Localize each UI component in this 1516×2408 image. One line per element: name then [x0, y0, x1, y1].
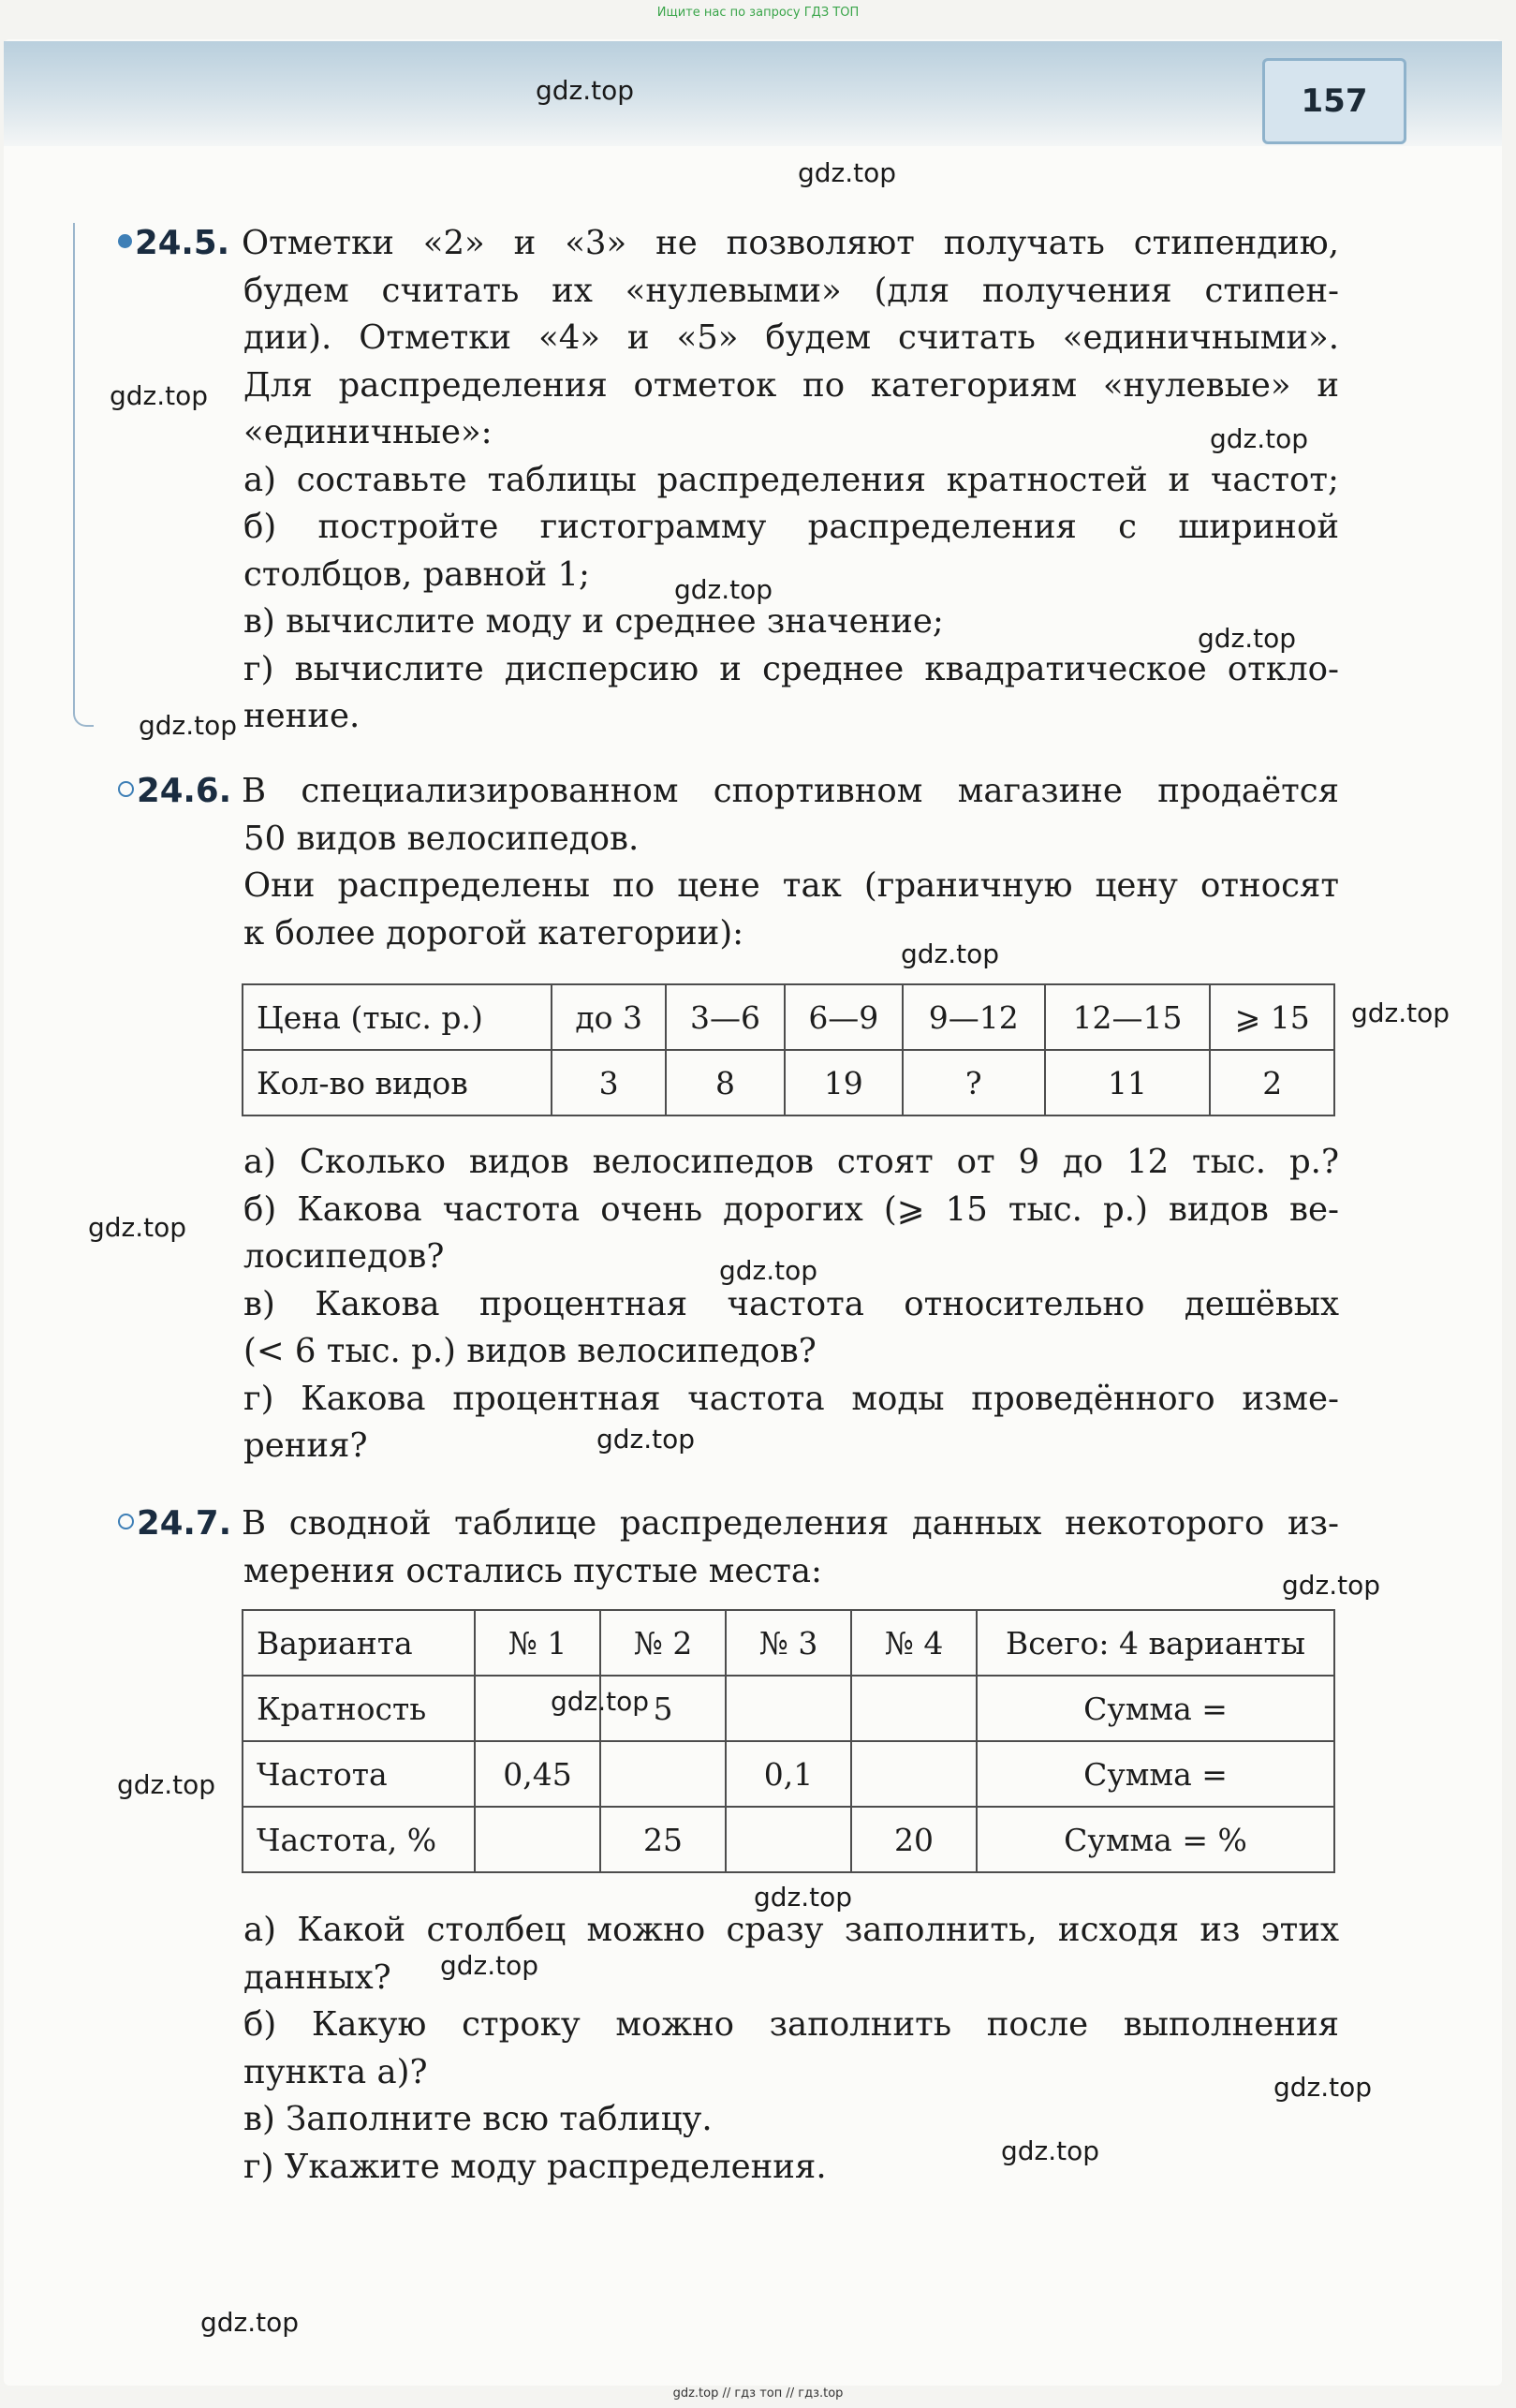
exercise-line: пункта а)?: [243, 2052, 428, 2091]
exercise-line: рения?: [243, 1426, 368, 1465]
exercise-line: в) Какова процентная частота относительно дешёвых: [243, 1284, 1339, 1323]
difficulty-ring-icon: [118, 781, 134, 797]
table-cell: 8: [666, 1050, 784, 1115]
watermark: gdz.top: [1001, 2135, 1100, 2166]
summary-distribution-table: [242, 1609, 1335, 1873]
exercise-line: (< 6 тыс. р.) видов велосипедов?: [243, 1332, 817, 1370]
watermark: gdz.top: [1351, 997, 1450, 1028]
table-cell: Кратность: [243, 1676, 475, 1741]
table-cell: 12—15: [1045, 984, 1211, 1050]
exercise-number: [118, 1500, 242, 1548]
watermark: gdz.top: [117, 1769, 216, 1800]
exercise-line: нение.: [243, 697, 361, 735]
exercise-line: г) Какова процентная частота моды проведённого изме-: [243, 1379, 1339, 1418]
table-cell: № 3: [726, 1610, 851, 1676]
exercise-line: а) Какой столбец можно сразу заполнить, исходя из этих: [243, 1911, 1339, 1949]
exercise-line: [122, 1500, 1339, 1548]
table-cell: Сумма =: [977, 1676, 1334, 1741]
watermark: gdz.top: [596, 1424, 696, 1455]
watermark: gdz.top: [754, 1882, 853, 1913]
table-cell: № 1: [475, 1610, 600, 1676]
table-row: [243, 1050, 1334, 1115]
exercise-line: Они распределены по цене так (граничную цену относят: [243, 866, 1339, 905]
table-cell: Частота, %: [243, 1807, 475, 1872]
table-cell: Частота: [243, 1741, 475, 1807]
watermark: gdz.top: [440, 1950, 539, 1981]
table-row: [243, 1676, 1334, 1741]
exercise-24-7: [122, 1500, 1339, 1595]
exercise-line: «единичные»:: [243, 413, 493, 451]
table-cell: 9—12: [903, 984, 1045, 1050]
difficulty-ring-icon: [118, 1514, 134, 1529]
exercise-line: [122, 220, 1339, 268]
table-cell: Всего: 4 варианты: [977, 1610, 1334, 1676]
table-cell: Варианта: [243, 1610, 475, 1676]
table-cell: 3: [552, 1050, 666, 1115]
table-cell: Сумма = %: [977, 1807, 1334, 1872]
table-cell: [726, 1807, 851, 1872]
table-row: [243, 1807, 1334, 1872]
watermark: gdz.top: [1282, 1570, 1381, 1601]
exercise-line: будем считать их «нулевыми» (для получения стипен-: [243, 271, 1339, 310]
exercise-line: столбцов, равной 1;: [243, 554, 590, 594]
exercise-line: лосипедов?: [243, 1237, 445, 1276]
watermark: gdz.top: [719, 1255, 818, 1286]
watermark: gdz.top: [88, 1212, 187, 1243]
table-cell: [851, 1676, 977, 1741]
exercise-number-text: 24.5.: [135, 224, 230, 262]
table-cell: [475, 1807, 600, 1872]
exercise-line: а) Сколько видов велосипедов стоят от 9 до 12 тыс. р.?: [243, 1143, 1339, 1181]
exercise-24-6: [122, 768, 1339, 957]
exercise-line: Для распределения отметок по категориям «нулевые» и: [243, 365, 1339, 405]
table-cell: № 4: [851, 1610, 977, 1676]
table-cell: 19: [785, 1050, 903, 1115]
table-cell: до 3: [552, 984, 666, 1050]
table-cell: 0,1: [726, 1741, 851, 1807]
exercise-line: данных?: [243, 1957, 391, 1997]
table-cell: 5: [600, 1676, 726, 1741]
exercise-number-text: 24.6.: [137, 772, 232, 810]
exercise-text: В специализированном спортивном магазине продаётся: [242, 772, 1339, 810]
price-distribution-table: [242, 983, 1335, 1116]
exercise-line: к более дорогой категории):: [243, 913, 744, 953]
watermark: gdz.top: [139, 710, 238, 741]
difficulty-dot-icon: [118, 234, 132, 248]
exercise-line: дии). Отметки «4» и «5» будем считать «единичными».: [243, 318, 1339, 357]
exercise-line: г) Укажите моду распределения.: [243, 2147, 827, 2186]
watermark: gdz.top: [110, 380, 209, 411]
table-cell: 0,45: [475, 1741, 600, 1807]
table-cell: № 2: [600, 1610, 726, 1676]
table-cell: 25: [600, 1807, 726, 1872]
table-cell: 20: [851, 1807, 977, 1872]
table-cell: Кол-во видов: [243, 1050, 552, 1115]
exercise-line: а) составьте таблицы распределения кратностей и частот;: [243, 460, 1339, 499]
exercise-bracket: [73, 223, 94, 727]
table-cell: 2: [1210, 1050, 1334, 1115]
watermark: gdz.top: [798, 157, 897, 188]
table-cell: Сумма =: [977, 1741, 1334, 1807]
table-cell: ⩾ 15: [1210, 984, 1334, 1050]
exercise-24-7-questions: [122, 1907, 1339, 2191]
exercise-line: [122, 768, 1339, 816]
watermark: gdz.top: [536, 75, 635, 106]
table-cell: ?: [903, 1050, 1045, 1115]
watermark: gdz.top: [551, 1686, 650, 1717]
exercise-line: в) Заполните всю таблицу.: [243, 2100, 713, 2138]
table-cell: [600, 1741, 726, 1807]
top-banner[interactable]: Ищите нас по запросу ГДЗ ТОП: [656, 6, 860, 20]
bottom-banner[interactable]: gdz.top // гдз топ // гдз.top: [672, 2386, 844, 2401]
exercise-number: [118, 220, 242, 268]
table-cell: [726, 1676, 851, 1741]
exercise-24-6-questions: [122, 1139, 1339, 1470]
exercise-line: г) вычислите дисперсию и среднее квадратическое откло-: [243, 649, 1339, 688]
exercise-line: в) вычислите моду и среднее значение;: [243, 602, 944, 641]
table-row: [243, 984, 1334, 1050]
exercise-line: б) Какова частота очень дорогих (⩾ 15 тыс. р.) видов ве-: [243, 1189, 1339, 1229]
exercise-line: 50 видов велосипедов.: [243, 819, 640, 858]
watermark: gdz.top: [901, 938, 1000, 969]
exercise-line: б) Какую строку можно заполнить после выполнения: [243, 2005, 1339, 2044]
table-cell: 11: [1045, 1050, 1211, 1115]
table-row: [243, 1610, 1334, 1676]
table-row: [243, 1741, 1334, 1807]
exercise-line: б) постройте гистограмму распределения с шириной: [243, 508, 1339, 546]
page-number: 157: [1262, 58, 1406, 144]
watermark: gdz.top: [674, 574, 773, 605]
table-cell: Цена (тыс. р.): [243, 984, 552, 1050]
exercise-line: мерения остались пустые места:: [243, 1551, 823, 1590]
table-cell: 6—9: [785, 984, 903, 1050]
table-cell: [851, 1741, 977, 1807]
watermark: gdz.top: [1273, 2072, 1373, 2103]
watermark: gdz.top: [1210, 423, 1309, 454]
exercise-24-5: [122, 220, 1339, 741]
watermark: gdz.top: [1198, 623, 1297, 654]
exercise-text: В сводной таблице распределения данных некоторого из-: [242, 1504, 1339, 1543]
exercise-number: [118, 768, 242, 816]
table-cell: 3—6: [666, 984, 784, 1050]
exercise-text: Отметки «2» и «3» не позволяют получать стипендию,: [242, 224, 1339, 262]
exercise-number-text: 24.7.: [137, 1504, 232, 1543]
watermark: gdz.top: [200, 2307, 300, 2338]
